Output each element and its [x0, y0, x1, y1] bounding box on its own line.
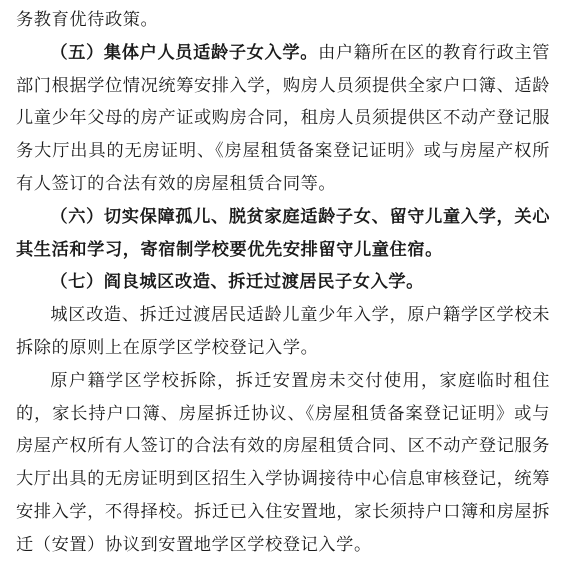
paragraph-section-five: [16, 37, 550, 201]
paragraph-text: 由户籍所在区的教育行政主管部门根据学位情况统筹安排入学，购房人员须提供全家户口簿、适龄儿童少年父母的房产证或购房合同，租房人员须提供区不动产登记服务大厅出具的无房证明、《房屋租赁备案登记证明》或与房屋产权所有人签订的合法有效的房屋租赁合同等。: [16, 42, 550, 194]
section-heading-seven: （七）阎良城区改造、拆迁过渡居民子女入学。: [50, 272, 424, 293]
paragraph-continuation: [16, 4, 550, 37]
paragraph-body: [16, 299, 550, 365]
paragraph-section-seven: [16, 266, 550, 299]
paragraph-text: 原户籍学区学校拆除，拆迁安置房未交付使用，家庭临时租住的，家长持户口簿、房屋拆迁协议、《房屋租赁备案登记证明》或与房屋产权所有人签订的合法有效的房屋租赁合同、区不动产登记服务大厅出具的无房证明到区招生入学协调接待中心信息审核登记，统筹安排入学，不得择校。拆迁已入住安置地，家长须持户口簿和房屋拆迁（安置）协议到安置地学区学校登记入学。: [16, 370, 550, 555]
section-heading-five: （五）集体户人员适龄子女入学。: [50, 42, 319, 63]
paragraph-text: 城区改造、拆迁过渡居民适龄儿童少年入学，原户籍学区学校未拆除的原则上在原学区学校登记入学。: [16, 305, 550, 358]
paragraph-section-six: [16, 201, 550, 267]
paragraph-body: [16, 365, 550, 562]
section-heading-six: （六）切实保障孤儿、脱贫家庭适龄子女、留守儿童入学，关心其生活和学习，寄宿制学校要优先安排留守儿童住宿。: [16, 206, 550, 260]
paragraph-text: 务教育优待政策。: [16, 10, 159, 30]
